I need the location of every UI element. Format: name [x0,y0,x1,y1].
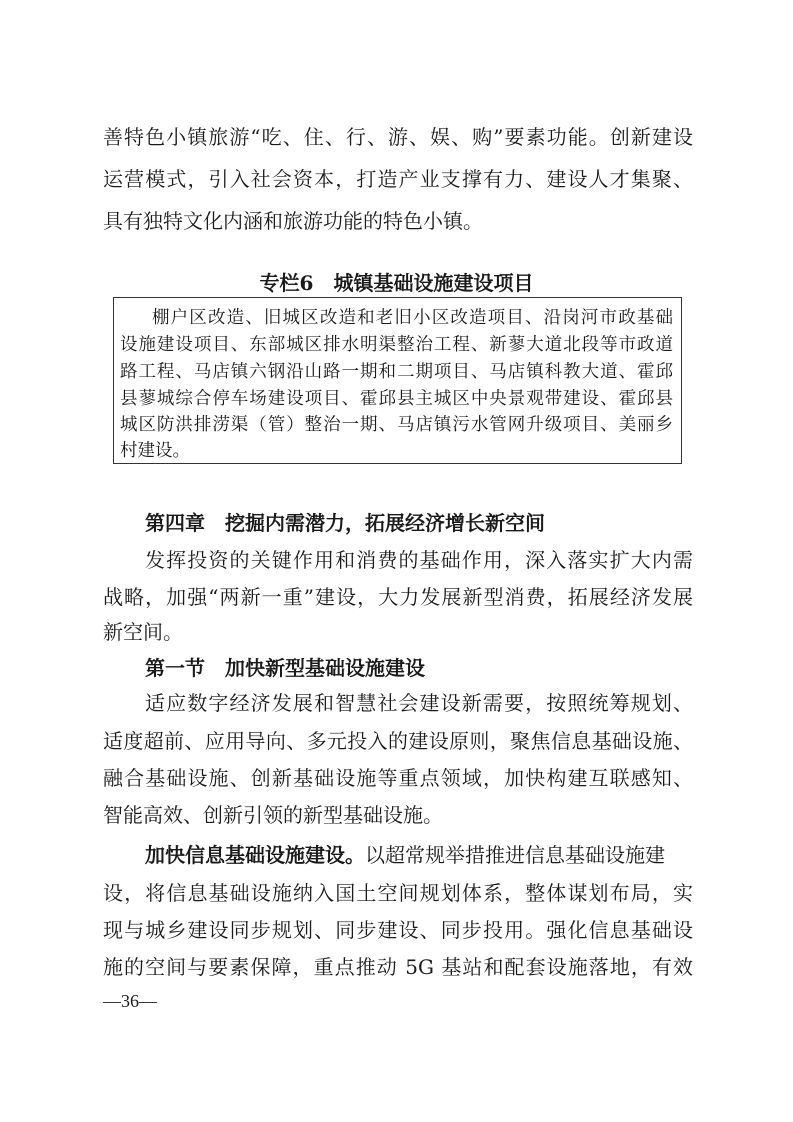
text-line: 善特色小镇旅游“吃、住、行、游、娱、购”要素功能。创新建设 [103,125,693,149]
lead-phrase: 加快信息基础设施建设。 [145,843,365,867]
text-line: 运营模式，引入社会资本，打造产业支撑有力、建设人才集聚、 [103,167,693,191]
text-line: 战略，加强“两新一重”建设，大力发展新型消费，拓展经济发展 [103,585,693,609]
page-number: —36— [103,991,157,1011]
box-line: 城区防洪排涝渠（管）整治一期、马店镇污水管网升级项目、美丽乡 [120,415,673,435]
text-line: 具有独特文化内涵和旅游功能的特色小镇。 [103,209,483,233]
box-line: 路工程、马店镇六钢沿山路一期和二期项目、马店镇科教大道、霍邱 [120,362,673,382]
text-line: 智能高效、创新引领的新型基础设施。 [103,803,443,827]
text-line: 适应数字经济发展和智慧社会建设新需要，按照统筹规划、 [145,691,693,715]
text-span: 以超常规举措推进信息基础设施建 [365,843,665,867]
chapter-heading: 第四章 挖掘内需潜力，拓展经济增长新空间 [145,511,545,535]
box-line: 县蓼城综合停车场建设项目、霍邱县主城区中央景观带建设、霍邱县 [120,389,673,409]
text-line [145,842,693,868]
text-line: 设，将信息基础设施纳入国土空间规划体系，整体谋划布局，实 [103,881,693,905]
section-heading: 第一节 加快新型基础设施建设 [145,656,425,680]
box-line: 村建设。 [120,441,190,461]
text-line: 适度超前、应用导向、多元投入的建设原则，聚焦信息基础设施、 [103,729,693,753]
text-line: 现与城乡建设同步规划、同步建设、同步投用。强化信息基础设 [103,918,693,942]
box-line: 棚户区改造、旧城区改造和老旧小区改造项目、沿岗河市政基础 [152,308,673,328]
text-line: 融合基础设施、创新基础设施等重点领域，加快构建互联感知、 [103,766,693,790]
text-line: 施的空间与要素保障，重点推动 5G 基站和配套设施落地，有效 [103,955,693,979]
text-line: 新空间。 [103,620,183,644]
project-box [113,297,682,464]
box-title: 专栏6 城镇基础设施建设项目 [259,271,534,295]
text-line: 发挥投资的关键作用和消费的基础作用，深入落实扩大内需 [145,548,693,572]
box-line: 设施建设项目、东部城区排水明渠整治工程、新蓼大道北段等市政道 [120,335,673,355]
